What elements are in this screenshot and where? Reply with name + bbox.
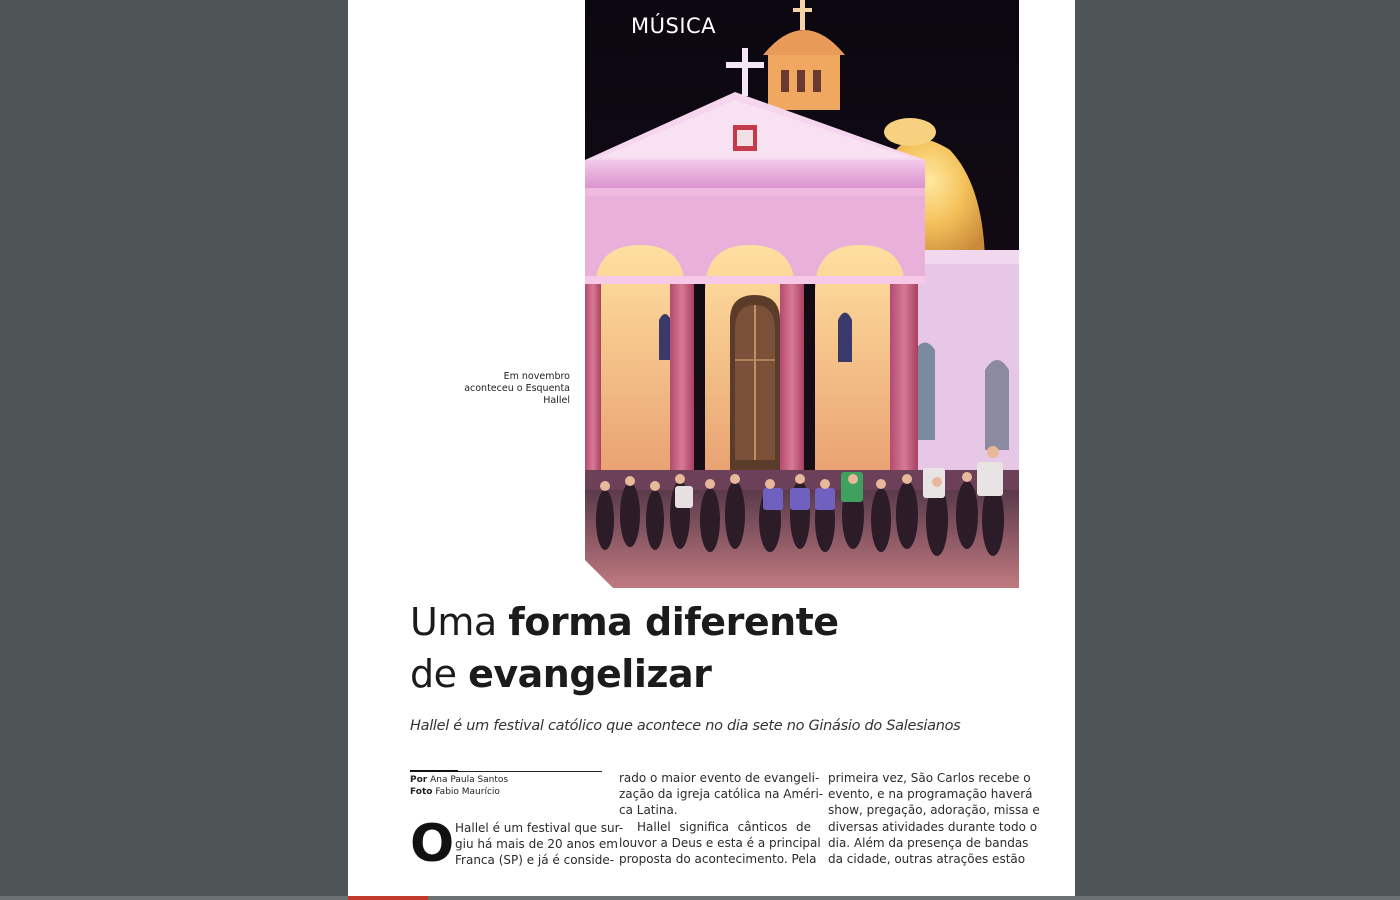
body-line: louvor a Deus e esta é a principal xyxy=(619,835,821,850)
caption-line: Hallel xyxy=(543,395,570,406)
byline xyxy=(410,774,508,798)
body-line: ca Latina. xyxy=(619,803,678,818)
body-line: evento, e na programação haverá xyxy=(828,787,1033,802)
photographer-name: Fabio Maurício xyxy=(435,787,500,797)
byline-rule xyxy=(410,771,602,772)
author-line xyxy=(410,774,508,786)
article-subtitle: Hallel é um festival católico que acontece no dia sete no Ginásio do Salesianos xyxy=(410,718,961,734)
body-line: primeira vez, São Carlos recebe o xyxy=(828,771,1031,785)
headline-line-1 xyxy=(410,596,839,648)
body-line: dia. Além da presença de bandas xyxy=(828,835,1029,850)
photo-credit-line xyxy=(410,786,508,798)
body-line: Hallel é um festival que sur- xyxy=(455,821,624,835)
section-label: MÚSICA xyxy=(631,14,717,38)
headline-line-2 xyxy=(410,648,839,700)
body-line: giu há mais de 20 anos em xyxy=(455,837,618,852)
body-line: Hallel significa cânticos de xyxy=(637,819,811,834)
photo-label: Foto xyxy=(410,787,433,797)
body-line: show, pregação, adoração, missa e xyxy=(828,803,1040,818)
body-line: proposta do acontecimento. Pela xyxy=(619,852,817,867)
body-line: da cidade, outras atrações estão xyxy=(828,852,1026,867)
body-line: Franca (SP) e já é conside- xyxy=(455,853,615,868)
body-column-2 xyxy=(619,770,824,867)
drop-cap: O xyxy=(410,814,455,874)
church-night-photo xyxy=(585,0,1019,588)
headline-bold: evangelizar xyxy=(468,652,712,696)
body-column-3 xyxy=(828,770,1040,867)
headline-plain: Uma xyxy=(410,600,509,644)
viewer-scrollbar[interactable] xyxy=(0,896,1400,900)
page-progress-indicator xyxy=(348,896,428,900)
body-line: rado o maior evento de evangeli- xyxy=(619,771,820,785)
body-column-1 xyxy=(455,820,624,869)
author-name: Ana Paula Santos xyxy=(430,775,509,785)
author-label: Por xyxy=(410,775,428,785)
body-line: zação da igreja católica na Améri- xyxy=(619,787,824,802)
photo-caption xyxy=(430,371,570,407)
body-line: diversas atividades durante todo o xyxy=(828,819,1038,834)
headline-plain: de xyxy=(410,652,469,696)
magazine-page xyxy=(348,0,1075,896)
article-headline xyxy=(410,596,839,700)
caption-line: Em novembro xyxy=(503,371,570,382)
caption-line: aconteceu o Esquenta xyxy=(464,383,570,394)
headline-bold: forma diferente xyxy=(508,600,839,644)
